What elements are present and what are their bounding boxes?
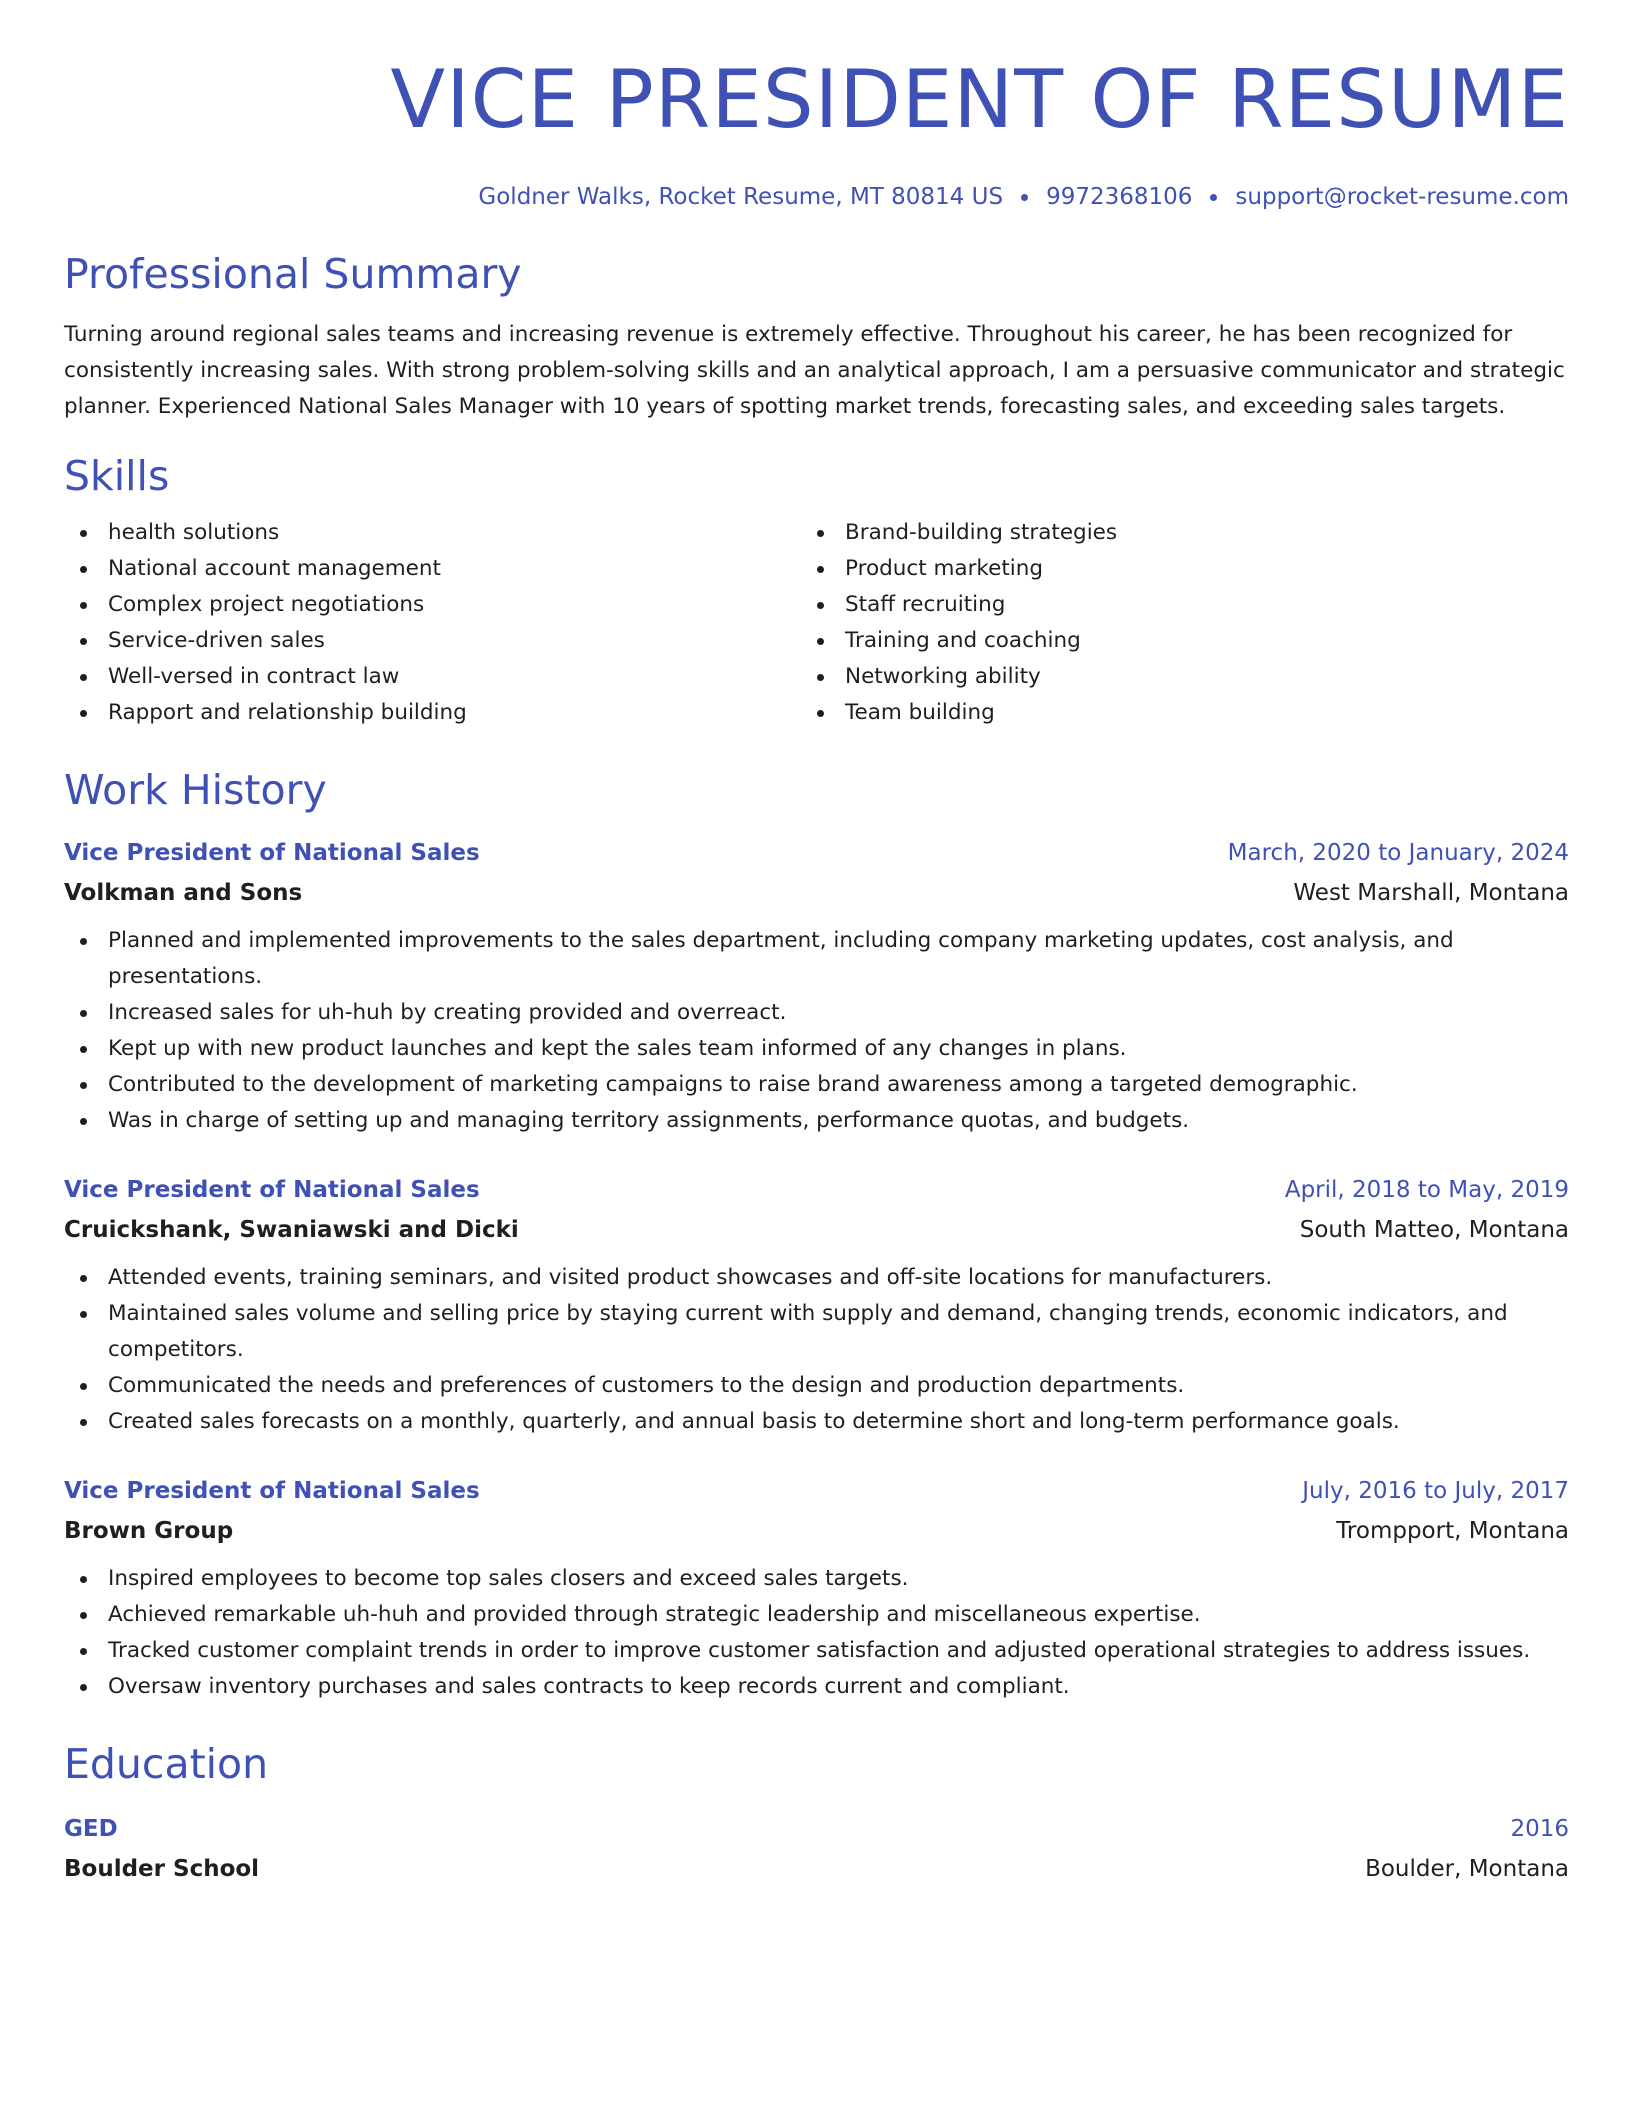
contact-address: Goldner Walks, Rocket Resume, MT 80814 US bbox=[478, 184, 1004, 210]
job-location: Trompport, Montana bbox=[1336, 1518, 1569, 1544]
job-bullet: Tracked customer complaint trends in order to improve customer satisfaction and adjusted operational strategies to address issues. bbox=[64, 1633, 1569, 1669]
resume-header bbox=[64, 52, 1569, 210]
job-bullet: Was in charge of setting up and managing territory assignments, performance quotas, and budgets. bbox=[64, 1103, 1569, 1139]
skill-item: National account management bbox=[64, 551, 801, 587]
skills-section bbox=[64, 451, 1569, 731]
job-entry bbox=[64, 833, 1569, 1139]
summary-section bbox=[64, 249, 1569, 425]
job-bullet: Oversaw inventory purchases and sales contracts to keep records current and compliant. bbox=[64, 1669, 1569, 1705]
job-company-row bbox=[64, 873, 1569, 913]
resume-name: VICE PRESIDENT OF RESUME bbox=[390, 53, 1569, 146]
skill-item: Team building bbox=[801, 695, 1569, 731]
work-history-section bbox=[64, 765, 1569, 1705]
job-company-row bbox=[64, 1511, 1569, 1551]
education-header-row bbox=[64, 1809, 1569, 1849]
job-bullet: Kept up with new product launches and kept the sales team informed of any changes in plans. bbox=[64, 1031, 1569, 1067]
job-bullet: Achieved remarkable uh-huh and provided through strategic leadership and miscellaneous expertise. bbox=[64, 1597, 1569, 1633]
job-entry bbox=[64, 1170, 1569, 1440]
education-school-row bbox=[64, 1849, 1569, 1889]
job-header-row bbox=[64, 1170, 1569, 1210]
job-bullet: Maintained sales volume and selling price by staying current with supply and demand, changing trends, economic indicators, and competitors. bbox=[64, 1296, 1569, 1368]
skill-item: Brand-building strategies bbox=[801, 515, 1569, 551]
job-title: Vice President of National Sales bbox=[64, 1478, 480, 1504]
summary-heading: Professional Summary bbox=[64, 250, 522, 298]
job-dates: March, 2020 to January, 2024 bbox=[1227, 840, 1569, 866]
job-bullet: Communicated the needs and preferences of customers to the design and production departments. bbox=[64, 1368, 1569, 1404]
job-bullet: Inspired employees to become top sales closers and exceed sales targets. bbox=[64, 1561, 1569, 1597]
job-dates: April, 2018 to May, 2019 bbox=[1284, 1177, 1569, 1203]
job-company: Volkman and Sons bbox=[64, 880, 303, 906]
skills-list-left bbox=[64, 515, 801, 731]
education-section bbox=[64, 1739, 1569, 1889]
skill-item: Complex project negotiations bbox=[64, 587, 801, 623]
job-bullet: Increased sales for uh-huh by creating provided and overreact. bbox=[64, 995, 1569, 1031]
job-company-row bbox=[64, 1210, 1569, 1250]
skill-item: Networking ability bbox=[801, 659, 1569, 695]
job-location: West Marshall, Montana bbox=[1293, 880, 1569, 906]
job-bullet: Attended events, training seminars, and visited product showcases and off-site locations for manufacturers. bbox=[64, 1260, 1569, 1296]
skills-heading: Skills bbox=[64, 452, 170, 500]
job-bullet: Created sales forecasts on a monthly, quarterly, and annual basis to determine short and long-term performance goals. bbox=[64, 1404, 1569, 1440]
skill-item: Service-driven sales bbox=[64, 623, 801, 659]
skill-item: Well-versed in contract law bbox=[64, 659, 801, 695]
education-school: Boulder School bbox=[64, 1856, 260, 1882]
skill-item: Product marketing bbox=[801, 551, 1569, 587]
job-bullets bbox=[64, 1260, 1569, 1440]
education-location: Boulder, Montana bbox=[1365, 1856, 1569, 1882]
job-header-row bbox=[64, 833, 1569, 873]
job-bullets bbox=[64, 923, 1569, 1139]
job-company: Cruickshank, Swaniawski and Dicki bbox=[64, 1217, 519, 1243]
job-title: Vice President of National Sales bbox=[64, 1177, 480, 1203]
job-bullet: Planned and implemented improvements to the sales department, including company marketing updates, cost analysis, and presentations. bbox=[64, 923, 1569, 995]
separator-dot bbox=[1210, 194, 1217, 201]
separator-dot bbox=[1021, 194, 1028, 201]
contact-phone: 9972368106 bbox=[1046, 184, 1193, 210]
education-entry bbox=[64, 1809, 1569, 1889]
job-location: South Matteo, Montana bbox=[1299, 1217, 1569, 1243]
skill-item: Staff recruiting bbox=[801, 587, 1569, 623]
contact-line bbox=[64, 184, 1569, 210]
job-entry bbox=[64, 1471, 1569, 1705]
skill-item: Training and coaching bbox=[801, 623, 1569, 659]
skill-item: Rapport and relationship building bbox=[64, 695, 801, 731]
education-heading: Education bbox=[64, 1740, 269, 1788]
job-bullets bbox=[64, 1561, 1569, 1705]
job-header-row bbox=[64, 1471, 1569, 1511]
work-history-heading: Work History bbox=[64, 766, 327, 814]
skills-grid bbox=[64, 515, 1569, 731]
job-company: Brown Group bbox=[64, 1518, 234, 1544]
job-bullet: Contributed to the development of marketing campaigns to raise brand awareness among a targeted demographic. bbox=[64, 1067, 1569, 1103]
job-title: Vice President of National Sales bbox=[64, 840, 480, 866]
skills-list-right bbox=[801, 515, 1569, 731]
summary-text: Turning around regional sales teams and increasing revenue is extremely effective. Throughout his career, he has been recognized for consistently increasing sales. With strong problem-solving skills and an analytical approach, I am a persuasive communicator and strategic planner. Experienced National Sales Manager with 10 years of spotting market trends, forecasting sales, and exceeding sales targets. bbox=[64, 322, 1565, 419]
education-degree: GED bbox=[64, 1816, 118, 1842]
education-year: 2016 bbox=[1510, 1816, 1569, 1842]
contact-email: support@rocket-resume.com bbox=[1235, 184, 1569, 210]
skill-item: health solutions bbox=[64, 515, 801, 551]
job-dates: July, 2016 to July, 2017 bbox=[1302, 1478, 1569, 1504]
